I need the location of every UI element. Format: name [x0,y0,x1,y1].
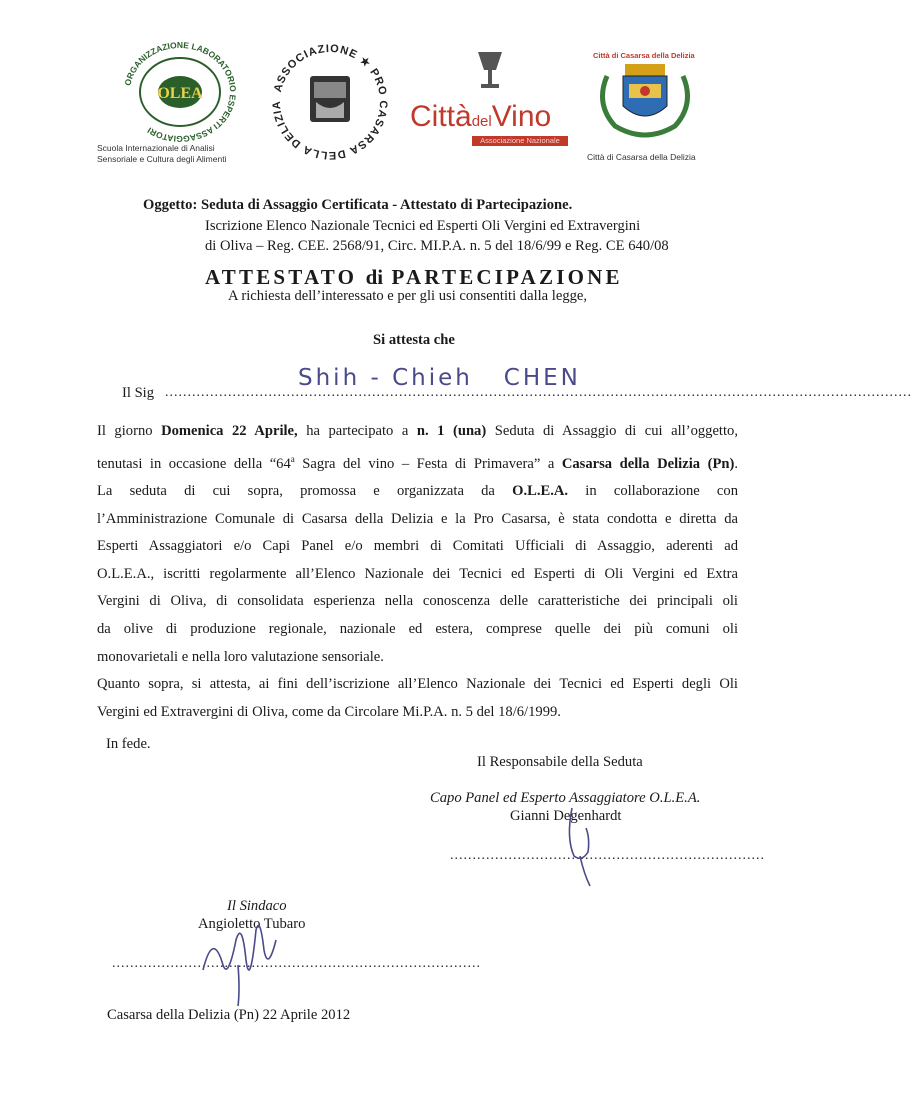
body-line-9: monovarietali e nella loro valutazione sensoriale. [97,648,384,665]
svg-text:ORGANIZZAZIONE LABORATORIO ESP: ORGANIZZAZIONE LABORATORIO ESPERTI ASSAGGIATORI [122,42,239,142]
body-line-10: Quanto sopra, si attesta, ai fini dell’iscrizione all’Elenco Nazionale dei Tecnici ed Esperti degli Oli [97,676,738,693]
participant-name-handwritten: Shih - Chieh CHEN [298,365,581,391]
attest-label: Si attesta che [373,332,455,348]
body-line-7: Vergini di Oliva, di consolidata esperienza nella conoscenza delle caratteristiche dei principali oli [97,593,738,610]
name-dotted-line: ...................................................................................................................................................................... [165,385,912,400]
mayor-name: Angioletto Tubaro [198,916,306,932]
body-line-2: tenutasi in occasione della “64$^a$ Sagra del vino – Festa di Primavera” a Casarsa della Delizia (Pn). [97,453,738,472]
olea-caption-line2: Sensoriale e Cultura degli Alimenti [97,154,227,164]
crest-emblem [585,44,705,144]
mayor-signature [198,910,298,1010]
citta-del-vino-wordmark: CittàdelVino [410,100,552,133]
svg-text:OLEA: OLEA [157,85,203,102]
body-line-5: Esperti Assaggiatori e/o Capi Panel e/o membri di Comitati Ufficiali di Assaggio, aderenti ad [97,538,738,555]
body-line-8: da olive di produzione regionale, nazionale ed estera, comprese quelle dei più comuni oli [97,621,738,638]
body-line-1: Il giorno Domenica 22 Aprile, ha partecipato a n. 1 (una) Seduta di Assaggio di cui all’oggetto, [97,423,738,439]
olea-logo [95,42,265,167]
crest-caption: Città di Casarsa della Delizia [587,152,696,162]
wine-glass-icon [472,48,508,96]
body-line-3: La seduta di cui sopra, promossa e organizzata da O.L.E.A. in collaborazione con [97,483,739,500]
body-line-4: l’Amministrazione Comunale di Casarsa della Delizia e la Pro Casarsa, è stata condotta e diretta da [97,510,738,527]
responsible-name: Gianni Degenhardt [510,808,622,824]
subject-line3: di Oliva – Reg. CEE. 2568/91, Circ. MI.P.A. n. 5 del 18/6/99 e Reg. CE 640/08 [205,238,669,254]
certificate-body [97,418,738,726]
subject-line2: Iscrizione Elenco Nazionale Tecnici ed Esperti Oli Vergini ed Extravergini [205,217,641,234]
olea-caption-line1: Scuola Internazionale di Analisi [97,143,215,153]
sig-label: Il Sig [122,385,155,401]
place-and-date: Casarsa della Delizia (Pn) 22 Aprile 2012 [107,1007,351,1023]
citta-del-vino-subtitle: Associazione Nazionale [472,136,568,146]
pro-casarsa-emblem [268,42,393,162]
casarsa-crest-logo [585,44,705,169]
responsible-signature-line: ...................................................................... [450,848,765,863]
pro-casarsa-logo [268,42,393,162]
citta-del-vino-logo [410,48,570,153]
responsible-title: Il Responsabile della Seduta [477,754,643,770]
body-line-11: Vergini ed Extravergini di Oliva, come da Circolare Mi.P.A. n. 5 del 18/6/1999. [97,703,561,720]
in-fede: In fede. [106,736,151,752]
responsible-role: Capo Panel ed Esperto Assaggiatore O.L.E.A. [430,790,701,806]
mayor-signature-line: .................................................................................. [112,956,481,971]
svg-text:Città di Casarsa della Delizia: Città di Casarsa della Delizia [593,51,695,60]
svg-text:ASSOCIAZIONE ★ PRO CASARSA DEL: ASSOCIAZIONE ★ PRO CASARSA DELLA DELIZIA [270,42,390,162]
subject-block [143,195,763,257]
subject-label: Oggetto: [143,197,198,213]
mayor-title: Il Sindaco [227,898,287,914]
responsible-signature [560,798,620,888]
olea-emblem [95,42,265,142]
certificate-heading: ATTESTATO di PARTECIPAZIONE [205,265,623,289]
body-line-6: O.L.E.A., iscritti regolarmente all’Elenco Nazionale dei Tecnici ed Esperti di Oli Vergini ed Extra [97,565,738,582]
subject-title: Seduta di Assaggio Certificata - Attestato di Partecipazione. [200,197,573,213]
certificate-subtitle: A richiesta dell’interessato e per gli usi consentiti dalla legge, [228,288,588,304]
